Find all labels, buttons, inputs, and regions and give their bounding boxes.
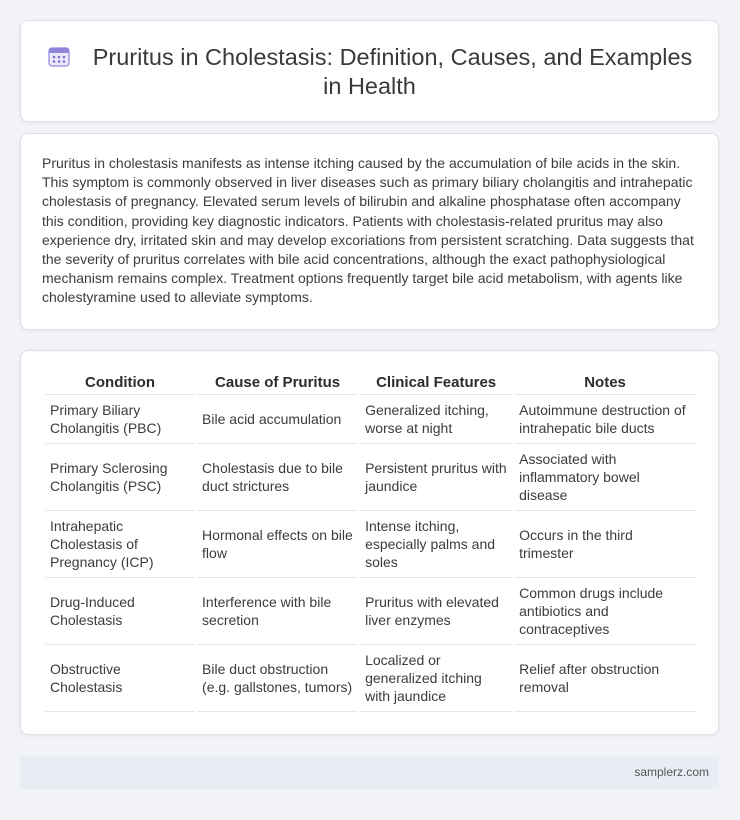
header-condition: Condition bbox=[45, 371, 195, 395]
cell-clinical-features: Pruritus with elevated liver enzymes bbox=[360, 578, 512, 645]
cell-condition: Obstructive Cholestasis bbox=[45, 645, 195, 712]
cell-condition: Intrahepatic Cholestasis of Pregnancy (ICP) bbox=[45, 511, 195, 578]
title-wrap bbox=[21, 43, 718, 101]
cell-cause: Interference with bile secretion bbox=[197, 578, 358, 645]
table-row bbox=[45, 395, 696, 444]
table-card bbox=[20, 350, 719, 735]
page-title bbox=[41, 43, 698, 101]
cell-notes: Occurs in the third trimester bbox=[514, 511, 696, 578]
cell-clinical-features: Localized or generalized itching with jaundice bbox=[360, 645, 512, 712]
header-cause: Cause of Pruritus bbox=[197, 371, 358, 395]
table-row bbox=[45, 511, 696, 578]
footer-bar bbox=[20, 756, 719, 789]
header-clinical-features: Clinical Features bbox=[360, 371, 512, 395]
cell-condition: Primary Sclerosing Cholangitis (PSC) bbox=[45, 444, 195, 511]
table-header-row bbox=[45, 371, 696, 395]
footer-site-link[interactable]: samplerz.com bbox=[634, 765, 709, 779]
cell-notes: Common drugs include antibiotics and contraceptives bbox=[514, 578, 696, 645]
cell-notes: Relief after obstruction removal bbox=[514, 645, 696, 712]
cell-notes: Associated with inflammatory bowel disease bbox=[514, 444, 696, 511]
calendar-icon bbox=[47, 44, 71, 68]
conditions-table bbox=[43, 371, 698, 712]
table-row bbox=[45, 578, 696, 645]
table-row bbox=[45, 444, 696, 511]
cell-clinical-features: Intense itching, especially palms and soles bbox=[360, 511, 512, 578]
intro-paragraph: Pruritus in cholestasis manifests as intense itching caused by the accumulation of bile acids in the skin. This symptom is commonly observed in liver diseases such as primary biliary cholangitis and intrahepatic cholestasis of pregnancy. Elevated serum levels of bilirubin and alkaline phosphatase often accompany this condition, providing key diagnostic indicators. Patients with cholestasis-related pruritus may also experience dry, irritated skin and may develop excoriations from persistent scratching. Data suggests that the severity of pruritus correlates with bile acid concentrations, although the exact pathophysiological mechanism remains complex. Treatment options frequently target bile acid metabolism, with agents like cholestyramine used to alleviate symptoms. bbox=[42, 155, 694, 306]
cell-cause: Bile duct obstruction (e.g. gallstones, tumors) bbox=[197, 645, 358, 712]
table-row bbox=[45, 645, 696, 712]
cell-notes: Autoimmune destruction of intrahepatic bile ducts bbox=[514, 395, 696, 444]
header-notes: Notes bbox=[514, 371, 696, 395]
intro-card bbox=[20, 133, 719, 330]
cell-cause: Hormonal effects on bile flow bbox=[197, 511, 358, 578]
title-card bbox=[20, 20, 719, 122]
cell-cause: Bile acid accumulation bbox=[197, 395, 358, 444]
cell-condition: Drug-Induced Cholestasis bbox=[45, 578, 195, 645]
page-title-text: Pruritus in Cholestasis: Definition, Causes, and Examples in Health bbox=[92, 44, 693, 99]
cell-cause: Cholestasis due to bile duct strictures bbox=[197, 444, 358, 511]
cell-clinical-features: Persistent pruritus with jaundice bbox=[360, 444, 512, 511]
cell-condition: Primary Biliary Cholangitis (PBC) bbox=[45, 395, 195, 444]
cell-clinical-features: Generalized itching, worse at night bbox=[360, 395, 512, 444]
